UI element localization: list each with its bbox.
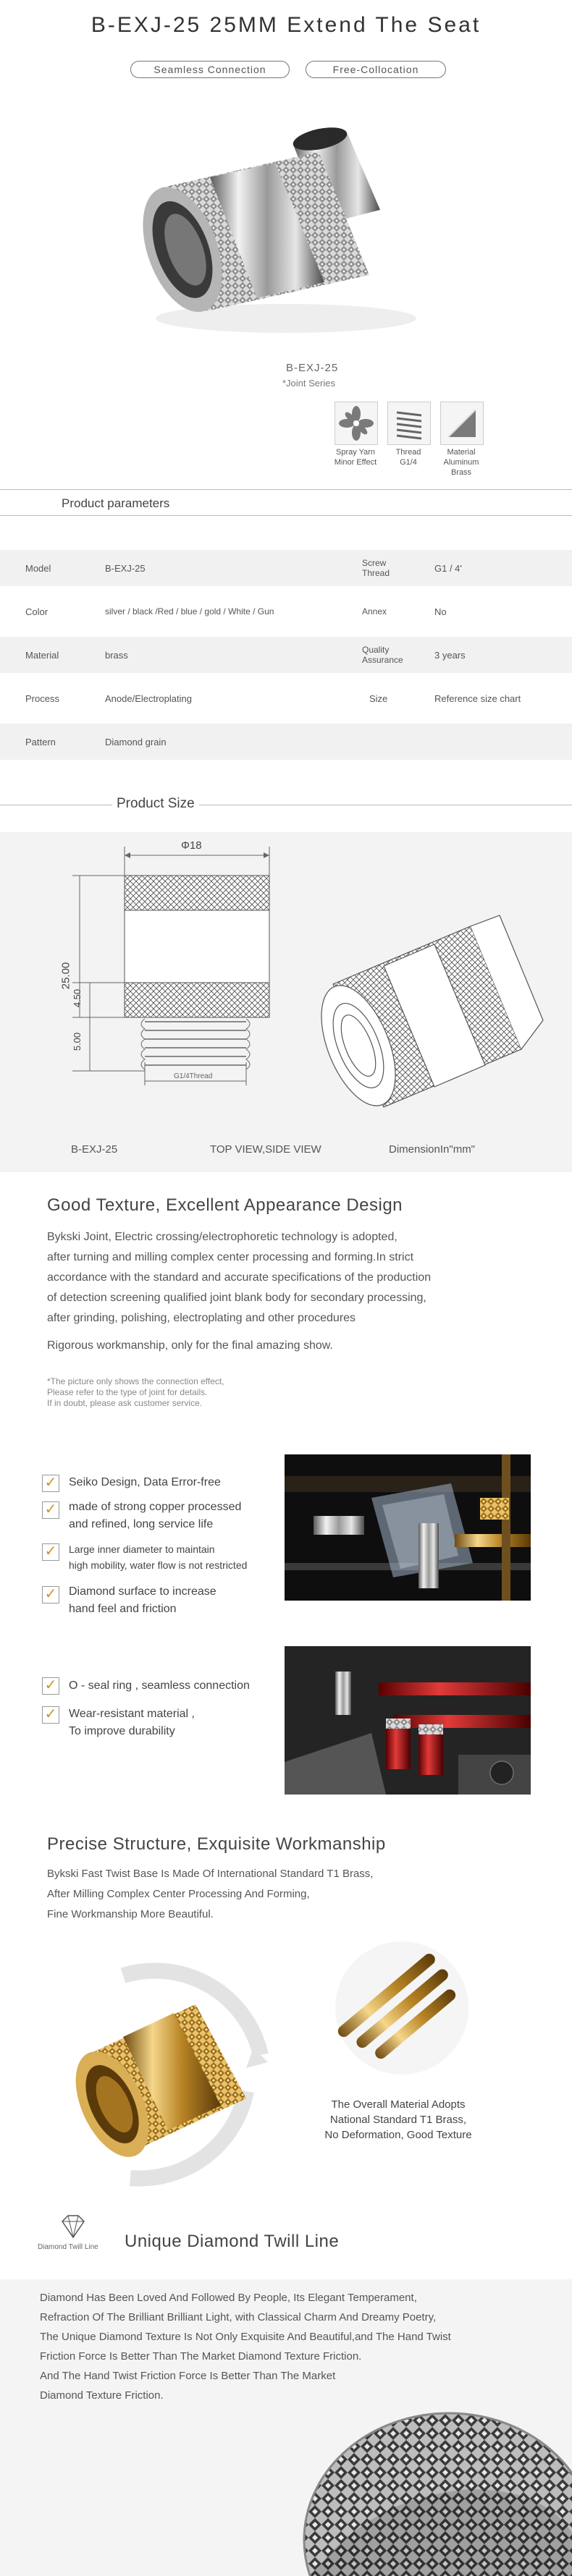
hero-series: *Joint Series (282, 378, 335, 389)
param-key: Quality Assurance (362, 645, 403, 665)
feature-item: made of strong copper processed and refined, long service life (69, 1501, 242, 1530)
dimension-drawing (0, 832, 572, 1172)
param-key: Model (25, 562, 51, 574)
brass-caption: The Overall Material Adopts National Standard T1 Brass, No Deformation, Good Texture (324, 2098, 472, 2141)
spray-yarn-label: Spray Yarn Minor Effect (334, 448, 377, 467)
param-row (0, 550, 572, 586)
size-caption-view: TOP VIEW,SIDE VIEW (210, 1143, 321, 1156)
param-row (0, 680, 572, 716)
param-value: brass (105, 649, 128, 661)
divider (0, 489, 572, 490)
brass-rods-image (322, 1939, 481, 2077)
dim-thread: 5.00 (72, 1032, 83, 1051)
dim-total: 25.00 (59, 962, 72, 990)
thread-icon (387, 402, 431, 445)
texture-paragraph: Bykski Joint, Electric crossing/electrophoretic technology is adopted, after turning and milling complex center processing and forming.In strict accordance with the standard and accurate specifications of the production of detection screening qualified joint blank body for secondary processing, after grinding, polishing, electroplating and other procedures (47, 1231, 432, 1324)
diamond-heading: Unique Diamond Twill Line (125, 2232, 340, 2251)
param-key: Process (25, 692, 59, 704)
hero-model-code: B-EXJ-25 (286, 362, 339, 374)
tag-seamless: Seamless Connection (130, 61, 290, 78)
diamond-icon (56, 2213, 90, 2242)
diamond-logo-text: Diamond Twill Line (38, 2243, 98, 2251)
param-value: 3 years (434, 649, 466, 661)
feature-item: Diamond surface to increase hand feel and friction (69, 1585, 216, 1615)
material-label: Material Aluminum Brass (443, 448, 479, 477)
structure-paragraph: Bykski Fast Twist Base Is Made Of International Standard T1 Brass, After Milling Complex Center Processing And Forming, Fine Workmanship More Beautiful. (47, 1868, 374, 1920)
structure-heading: Precise Structure, Exquisite Workmanship (47, 1834, 386, 1854)
param-key: Material (25, 649, 59, 661)
product-photo-clear-block (285, 1454, 531, 1601)
dim-width: Φ18 (181, 839, 202, 852)
param-value: No (434, 606, 447, 617)
tag-free-collocation: Free-Collocation (306, 61, 446, 78)
material-icon (440, 402, 484, 445)
param-key: Color (25, 606, 49, 617)
param-key: Pattern (25, 736, 56, 747)
thread-label: Thread G1/4 (395, 448, 421, 467)
texture-heading: Good Texture, Excellent Appearance Design (47, 1195, 403, 1215)
param-key: Screw Thread (362, 558, 390, 578)
spray-yarn-icon (335, 402, 378, 445)
check-icon: ✓ (42, 1543, 59, 1561)
knurl-closeup-image (282, 2388, 572, 2576)
check-icon: ✓ (42, 1706, 59, 1724)
param-value: Reference size chart (434, 692, 521, 704)
size-heading: Product Size (112, 796, 199, 812)
divider (0, 515, 572, 516)
dim-knurl: 4.50 (72, 988, 83, 1008)
check-icon: ✓ (42, 1501, 59, 1519)
size-caption-dimension: DimensionIn"mm" (389, 1143, 476, 1156)
size-caption-model: B-EXJ-25 (71, 1143, 118, 1156)
param-row (0, 724, 572, 760)
param-row (0, 637, 572, 673)
brass-fitting-image (43, 1946, 275, 2192)
texture-note: *The picture only shows the connection effect, Please refer to the type of joint for details. If in doubt, please ask customer service. (47, 1376, 224, 1408)
hero-fitting-image (130, 101, 442, 347)
page-title: B-EXJ-25 25MM Extend The Seat (91, 13, 481, 37)
param-value: silver / black /Red / blue / gold / White / Gun (105, 606, 274, 617)
params-heading: Product parameters (62, 496, 170, 510)
param-value: B-EXJ-25 (105, 562, 146, 574)
product-photo-red-tubes (285, 1646, 531, 1795)
feature-item: Wear-resistant material , To improve durability (69, 1708, 195, 1737)
diamond-paragraph: Diamond Has Been Loved And Followed By People, Its Elegant Temperament, Refraction Of The Brilliant Brilliant Light, with Classical Charm And Dreamy Poetry, The Unique Diamond Texture Is Not Only Exquisite And Beautiful,and The Hand Twist Friction Force Is Better Than The Market Diamond Texture Friction. And The Hand Twist Friction Force Is Better Than The Market Diamond Texture Friction. (40, 2292, 451, 2402)
param-row (0, 593, 572, 630)
texture-tagline: Rigorous workmanship, only for the final amazing show. (47, 1339, 333, 1352)
param-value: Anode/Electroplating (105, 692, 192, 704)
feature-item: Seiko Design, Data Error-free (69, 1476, 221, 1488)
check-icon: ✓ (42, 1586, 59, 1603)
check-icon: ✓ (42, 1677, 59, 1695)
param-value: G1 / 4' (434, 562, 462, 574)
param-value: Diamond grain (105, 736, 167, 747)
feature-item: O - seal ring , seamless connection (69, 1679, 250, 1692)
thread-label: G1/4Thread (174, 1072, 213, 1080)
param-key: Annex (362, 606, 387, 617)
check-icon: ✓ (42, 1475, 59, 1492)
param-key: Size (369, 692, 388, 704)
feature-item: Large inner diameter to maintain high mobility, water flow is not restricted (69, 1543, 248, 1571)
